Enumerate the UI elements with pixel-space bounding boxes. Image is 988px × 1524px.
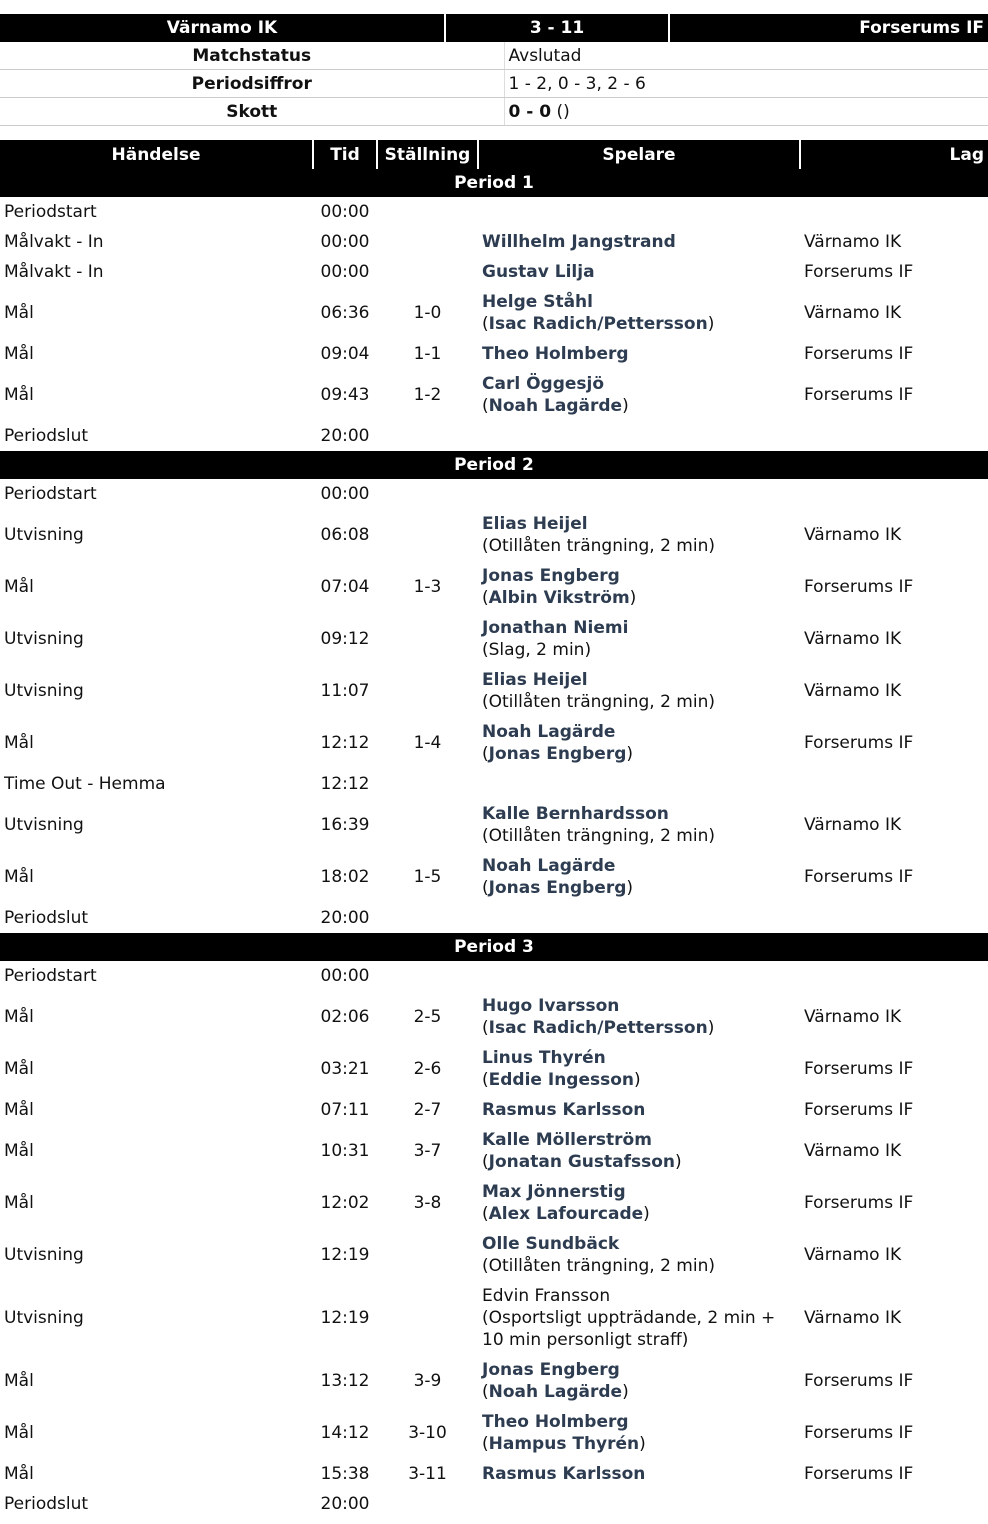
event-time: 12:12: [320, 774, 370, 794]
event-score: 1-2: [413, 385, 442, 405]
assist-player: Hampus Thyrén: [488, 1434, 640, 1454]
event-team: Forserums IF: [804, 867, 914, 887]
event-type: Målvakt - In: [4, 232, 104, 252]
event-row: [0, 1177, 988, 1229]
away-team: Forserums IF: [669, 14, 988, 42]
event-row: [0, 479, 988, 509]
event-team: Forserums IF: [804, 344, 914, 364]
event-score: 1-3: [413, 577, 442, 597]
col-event: Händelse: [0, 140, 313, 169]
event-type: Periodstart: [4, 484, 97, 504]
assist-line: (Jonas Engberg): [482, 878, 634, 898]
event-row: [0, 1355, 988, 1407]
penalty-detail: (Osportsligt uppträdande, 2 min + 10 min personligt straff): [482, 1308, 776, 1350]
event-time: 13:12: [320, 1371, 370, 1391]
event-time: 06:08: [320, 525, 370, 545]
event-time: 00:00: [320, 966, 370, 986]
event-row: [0, 1229, 988, 1281]
assist-player: Noah Lagärde: [488, 1382, 623, 1402]
event-player-cell: [478, 561, 800, 613]
event-player-cell: [478, 1043, 800, 1095]
event-player-cell: [478, 1355, 800, 1407]
event-type: Time Out - Hemma: [4, 774, 166, 794]
player-name: Kalle Bernhardsson: [482, 804, 669, 824]
event-time: 12:12: [320, 733, 370, 753]
event-score: 3-7: [413, 1141, 442, 1161]
event-score: [377, 961, 478, 991]
period-header: [0, 933, 988, 961]
event-type: Periodslut: [4, 1494, 89, 1514]
event-score: [377, 227, 478, 257]
event-player-cell: [478, 903, 800, 933]
final-score: 3 - 11: [445, 14, 669, 42]
player-name: Theo Holmberg: [482, 344, 629, 364]
event-player-cell: [478, 1459, 800, 1489]
event-type: Mål: [4, 1059, 34, 1079]
info-value: Avslutad: [504, 42, 988, 70]
event-score: [377, 1229, 478, 1281]
shots-value: 0 - 0: [508, 101, 552, 122]
event-team: [800, 1489, 988, 1519]
penalty-detail: (Otillåten trängning, 2 min): [482, 1256, 715, 1276]
event-score: 2-7: [413, 1100, 442, 1120]
event-player-cell: [478, 227, 800, 257]
event-score: [377, 769, 478, 799]
assist-player: Isac Radich/Pettersson: [488, 314, 708, 334]
event-row: [0, 1489, 988, 1519]
assist-line: (Alex Lafourcade): [482, 1204, 650, 1224]
event-type: Periodstart: [4, 966, 97, 986]
penalty-detail: (Otillåten trängning, 2 min): [482, 536, 715, 556]
event-row: [0, 339, 988, 369]
assist-line: (Eddie Ingesson): [482, 1070, 641, 1090]
event-team: Forserums IF: [804, 1059, 914, 1079]
event-row: [0, 665, 988, 717]
info-value: 1 - 2, 0 - 3, 2 - 6: [504, 70, 988, 98]
event-score: 2-6: [413, 1059, 442, 1079]
info-label: Skott: [0, 98, 504, 126]
penalty-detail: (Slag, 2 min): [482, 640, 592, 660]
event-row: [0, 613, 988, 665]
event-score: 3-8: [413, 1193, 442, 1213]
event-time: 15:38: [320, 1464, 370, 1484]
event-player-cell: [478, 1095, 800, 1125]
penalty-detail: (Otillåten trängning, 2 min): [482, 692, 715, 712]
event-type: Mål: [4, 1193, 34, 1213]
assist-line: (Noah Lagärde): [482, 396, 629, 416]
event-team: Värnamo IK: [804, 1245, 902, 1265]
event-type: Mål: [4, 385, 34, 405]
event-score: [377, 613, 478, 665]
event-type: Utvisning: [4, 629, 84, 649]
event-team: Forserums IF: [804, 262, 914, 282]
event-row: [0, 257, 988, 287]
events-body: [0, 169, 988, 1519]
event-time: 11:07: [320, 681, 370, 701]
event-row: [0, 287, 988, 339]
player-name: Noah Lagärde: [482, 722, 616, 742]
event-time: 07:04: [320, 577, 370, 597]
shots-extra: (): [556, 101, 570, 122]
assist-player: Eddie Ingesson: [488, 1070, 635, 1090]
event-team: Forserums IF: [804, 1371, 914, 1391]
event-time: 18:02: [320, 867, 370, 887]
event-team: Värnamo IK: [804, 1141, 902, 1161]
event-row: [0, 509, 988, 561]
event-row: [0, 1407, 988, 1459]
player-name: Jonas Engberg: [482, 1360, 620, 1380]
event-team: Forserums IF: [804, 733, 914, 753]
player-name: Hugo Ivarsson: [482, 996, 620, 1016]
event-player-cell: [478, 1281, 800, 1355]
event-player-cell: [478, 479, 800, 509]
event-team: Värnamo IK: [804, 303, 902, 323]
player-name: Helge Ståhl: [482, 292, 593, 312]
event-team: Värnamo IK: [804, 815, 902, 835]
assist-player: Jonas Engberg: [488, 744, 627, 764]
event-type: Utvisning: [4, 815, 84, 835]
event-row: [0, 1043, 988, 1095]
event-type: Utvisning: [4, 681, 84, 701]
info-label: Matchstatus: [0, 42, 504, 70]
event-team: Värnamo IK: [804, 1007, 902, 1027]
column-headers: [0, 140, 988, 169]
assist-player: Isac Radich/Pettersson: [488, 1018, 708, 1038]
event-score: 1-4: [413, 733, 442, 753]
player-name: Max Jönnerstig: [482, 1182, 626, 1202]
event-row: [0, 1459, 988, 1489]
event-team: Värnamo IK: [804, 629, 902, 649]
event-player-cell: [478, 421, 800, 451]
event-score: [377, 479, 478, 509]
assist-player: Noah Lagärde: [488, 396, 623, 416]
event-score: [377, 257, 478, 287]
event-player-cell: [478, 717, 800, 769]
event-score: [377, 799, 478, 851]
event-type: Mål: [4, 1371, 34, 1391]
assist-line: (Albin Vikström): [482, 588, 637, 608]
event-player-cell: [478, 769, 800, 799]
event-team: [800, 421, 988, 451]
event-player-cell: [478, 339, 800, 369]
event-team: Forserums IF: [804, 577, 914, 597]
event-player-cell: [478, 1407, 800, 1459]
event-row: [0, 717, 988, 769]
assist-line: (Isac Radich/Pettersson): [482, 1018, 715, 1038]
event-player-cell: [478, 991, 800, 1043]
event-time: 06:36: [320, 303, 370, 323]
event-player-cell: [478, 369, 800, 421]
event-time: 20:00: [320, 1494, 370, 1514]
event-type: Mål: [4, 577, 34, 597]
event-type: Utvisning: [4, 525, 84, 545]
event-score: 3-11: [408, 1464, 447, 1484]
event-time: 20:00: [320, 908, 370, 928]
event-row: [0, 851, 988, 903]
event-player-cell: [478, 799, 800, 851]
event-team: Värnamo IK: [804, 681, 902, 701]
period-title: Period 2: [0, 451, 988, 479]
assist-player: Jonatan Gustafsson: [488, 1152, 676, 1172]
event-player-cell: [478, 197, 800, 227]
period-header: [0, 169, 988, 197]
assist-player: Albin Vikström: [488, 588, 630, 608]
event-time: 14:12: [320, 1423, 370, 1443]
event-player-cell: [478, 1177, 800, 1229]
home-team: Värnamo IK: [0, 14, 445, 42]
event-score: [377, 1489, 478, 1519]
event-time: 12:19: [320, 1245, 370, 1265]
event-player-cell: [478, 1229, 800, 1281]
event-row: [0, 961, 988, 991]
event-time: 12:19: [320, 1308, 370, 1328]
event-row: [0, 197, 988, 227]
event-score: 1-1: [413, 344, 442, 364]
event-time: 12:02: [320, 1193, 370, 1213]
event-team: Värnamo IK: [804, 232, 902, 252]
event-time: 00:00: [320, 232, 370, 252]
event-row: [0, 1281, 988, 1355]
event-type: Mål: [4, 1100, 34, 1120]
event-time: 03:21: [320, 1059, 370, 1079]
event-type: Mål: [4, 344, 34, 364]
player-name: Olle Sundbäck: [482, 1234, 620, 1254]
event-row: [0, 799, 988, 851]
event-team: Värnamo IK: [804, 525, 902, 545]
event-type: Mål: [4, 1007, 34, 1027]
event-player-cell: [478, 665, 800, 717]
event-team: [800, 961, 988, 991]
event-player-cell: [478, 1489, 800, 1519]
score-bar: [0, 14, 988, 42]
event-type: Periodstart: [4, 202, 97, 222]
event-time: 09:04: [320, 344, 370, 364]
player-name: Elias Heijel: [482, 514, 588, 534]
event-player-cell: [478, 509, 800, 561]
event-player-cell: [478, 613, 800, 665]
info-label: Periodsiffror: [0, 70, 504, 98]
event-team: [800, 479, 988, 509]
event-time: 09:12: [320, 629, 370, 649]
event-type: Periodslut: [4, 908, 89, 928]
event-score: 1-0: [413, 303, 442, 323]
assist-player: Alex Lafourcade: [488, 1204, 644, 1224]
event-type: Målvakt - In: [4, 262, 104, 282]
event-player-cell: [478, 851, 800, 903]
match-header: [0, 14, 988, 126]
player-name: Carl Öggesjö: [482, 374, 605, 394]
event-score: [377, 665, 478, 717]
player-name: Edvin Fransson: [482, 1286, 611, 1306]
event-time: 00:00: [320, 202, 370, 222]
info-value: [504, 98, 988, 126]
event-team: Värnamo IK: [804, 1308, 902, 1328]
player-name: Kalle Möllerström: [482, 1130, 652, 1150]
event-row: [0, 1125, 988, 1177]
event-row: [0, 369, 988, 421]
col-team: Lag: [800, 140, 988, 169]
event-player-cell: [478, 257, 800, 287]
event-type: Periodslut: [4, 426, 89, 446]
player-name: Rasmus Karlsson: [482, 1100, 646, 1120]
event-type: Mål: [4, 1141, 34, 1161]
event-time: 10:31: [320, 1141, 370, 1161]
player-name: Gustav Lilja: [482, 262, 595, 282]
assist-player: Jonas Engberg: [488, 878, 627, 898]
assist-line: (Noah Lagärde): [482, 1382, 629, 1402]
event-row: [0, 1095, 988, 1125]
penalty-detail: (Otillåten trängning, 2 min): [482, 826, 715, 846]
assist-line: (Jonas Engberg): [482, 744, 634, 764]
event-score: 1-5: [413, 867, 442, 887]
event-team: [800, 769, 988, 799]
event-type: Mål: [4, 303, 34, 323]
events-table: [0, 140, 988, 1519]
player-name: Willhelm Jangstrand: [482, 232, 676, 252]
event-team: Forserums IF: [804, 385, 914, 405]
event-score: 2-5: [413, 1007, 442, 1027]
player-name: Theo Holmberg: [482, 1412, 629, 1432]
event-row: [0, 421, 988, 451]
player-name: Elias Heijel: [482, 670, 588, 690]
event-row: [0, 769, 988, 799]
assist-line: (Isac Radich/Pettersson): [482, 314, 715, 334]
event-score: [377, 509, 478, 561]
event-type: Mål: [4, 733, 34, 753]
player-name: Rasmus Karlsson: [482, 1464, 646, 1484]
event-time: 07:11: [320, 1100, 370, 1120]
assist-line: (Jonatan Gustafsson): [482, 1152, 682, 1172]
period-header: [0, 451, 988, 479]
event-player-cell: [478, 1125, 800, 1177]
event-time: 00:00: [320, 262, 370, 282]
event-team: [800, 197, 988, 227]
event-type: Utvisning: [4, 1245, 84, 1265]
info-row-status: [0, 42, 988, 70]
player-name: Jonathan Niemi: [482, 618, 629, 638]
event-time: 16:39: [320, 815, 370, 835]
assist-line: (Hampus Thyrén): [482, 1434, 646, 1454]
event-player-cell: [478, 287, 800, 339]
player-name: Jonas Engberg: [482, 566, 620, 586]
period-title: Period 1: [0, 169, 988, 197]
event-team: Forserums IF: [804, 1464, 914, 1484]
event-row: [0, 561, 988, 613]
event-team: Forserums IF: [804, 1100, 914, 1120]
info-row-shots: [0, 98, 988, 126]
event-score: [377, 903, 478, 933]
event-score: 3-9: [413, 1371, 442, 1391]
event-type: Mål: [4, 867, 34, 887]
event-time: 00:00: [320, 484, 370, 504]
event-team: Forserums IF: [804, 1423, 914, 1443]
event-player-cell: [478, 961, 800, 991]
event-score: 3-10: [408, 1423, 447, 1443]
event-time: 02:06: [320, 1007, 370, 1027]
event-team: Forserums IF: [804, 1193, 914, 1213]
event-time: 20:00: [320, 426, 370, 446]
player-name: Linus Thyrén: [482, 1048, 606, 1068]
period-title: Period 3: [0, 933, 988, 961]
event-time: 09:43: [320, 385, 370, 405]
event-score: [377, 421, 478, 451]
event-row: [0, 227, 988, 257]
event-row: [0, 991, 988, 1043]
player-name: Noah Lagärde: [482, 856, 616, 876]
event-type: Mål: [4, 1423, 34, 1443]
col-player: Spelare: [478, 140, 800, 169]
col-score: Ställning: [377, 140, 478, 169]
col-time: Tid: [313, 140, 377, 169]
event-type: Mål: [4, 1464, 34, 1484]
event-score: [377, 1281, 478, 1355]
event-row: [0, 903, 988, 933]
event-type: Utvisning: [4, 1308, 84, 1328]
event-team: [800, 903, 988, 933]
event-score: [377, 197, 478, 227]
info-row-periods: [0, 70, 988, 98]
